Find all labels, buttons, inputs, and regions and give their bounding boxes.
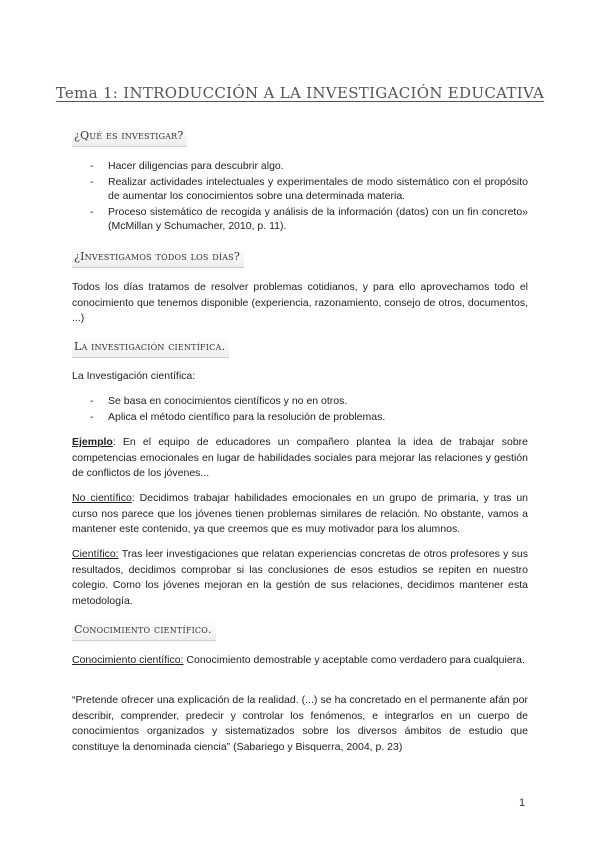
todos-dias-paragraph: Todos los días tratamos de resolver problemas cotidianos, y para ello aprovechamos todo el conocimiento que tenemos disponible (experiencia, razonamiento, consejo de otros, documentos, ...): [72, 281, 528, 324]
conocimiento-def-label: Conocimiento científico:: [72, 654, 184, 666]
list-item: - Hacer diligencias para descubrir algo.: [90, 159, 528, 174]
section-heading-investigamos: ¿Investigamos todos los días?: [72, 247, 244, 268]
ejemplo-text: : En el equipo de educadores un compañero plantea la idea de trabajar sobre competencias emocionales en lugar de habilidades sociales para mejorar las relaciones y gestión de conflictos de los jóvenes...: [72, 436, 528, 479]
cientifico-text: Tras leer investigaciones que relatan experiencias concretas de otros profesores y sus resultados, decidimos comprobar si las conclusiones de esos estudios se repiten en nuestro colegio. Como los jóvenes mejoran en la gestión de sus relaciones, decidimos mantener esta metodología.: [72, 548, 528, 607]
list-item: - Se basa en conocimientos científicos y no en otros.: [90, 394, 528, 409]
no-cientifico-label: No científico: [72, 492, 132, 504]
section-heading-investigacion-cientifica: La investigación científica.: [72, 337, 229, 358]
page-number: 1: [519, 797, 526, 809]
list-item: - Aplica el método científico para la resolución de problemas.: [90, 410, 528, 425]
que-es-list: [90, 159, 528, 235]
conocimiento-def-text: Conocimiento demostrable y aceptable como verdadero para cualquiera.: [183, 654, 525, 666]
cientifica-list: [90, 394, 528, 425]
ejemplo-paragraph: [72, 435, 528, 482]
list-item: - Realizar actividades intelectuales y experimentales de modo sistemático con el propósito de aumentar los conocimientos sobre una determinada materia.: [90, 175, 528, 204]
cientifica-intro: La Investigación científica:: [72, 370, 196, 382]
page-title: Tema 1: INTRODUCCIÓN A LA INVESTIGACIÓN EDUCATIVA: [55, 84, 545, 102]
cientifico-label: Científico:: [72, 548, 119, 560]
conocimiento-def-paragraph: [72, 653, 528, 669]
conocimiento-quote: “Pretende ofrecer una explicación de la realidad. (...) se ha concretado en el permanente afán por describir, comprender, predecir y controlar los fenómenos, e integrarlos en un cuerpo de conocimientos organizados y sistematizados sobre los diversos ámbitos de estudio que constituye la denominada ciencia” (Sabariego y Bisquerra, 2004, p. 23): [72, 694, 528, 753]
no-cientifico-text: : Decidimos trabajar habilidades emocionales en un grupo de primaria, y tras un curso nos parece que los jóvenes tienen problemas similares de relación. No obstante, vamos a mantener este contenido, ya que creemos que es muy motivador para los alumnos.: [72, 492, 528, 535]
ejemplo-label: Ejemplo: [72, 436, 113, 448]
list-item: - Proceso sistemático de recogida y análisis de la información (datos) con un fin concreto» (McMillan y Schumacher, 2010, p. 11).: [90, 205, 528, 234]
no-cientifico-paragraph: [72, 491, 528, 538]
cientifico-paragraph: [72, 547, 528, 609]
section-heading-conocimiento-cientifico: Conocimiento científico.: [72, 620, 216, 641]
section-heading-que-es-investigar: ¿Qué es investigar?: [72, 126, 187, 147]
